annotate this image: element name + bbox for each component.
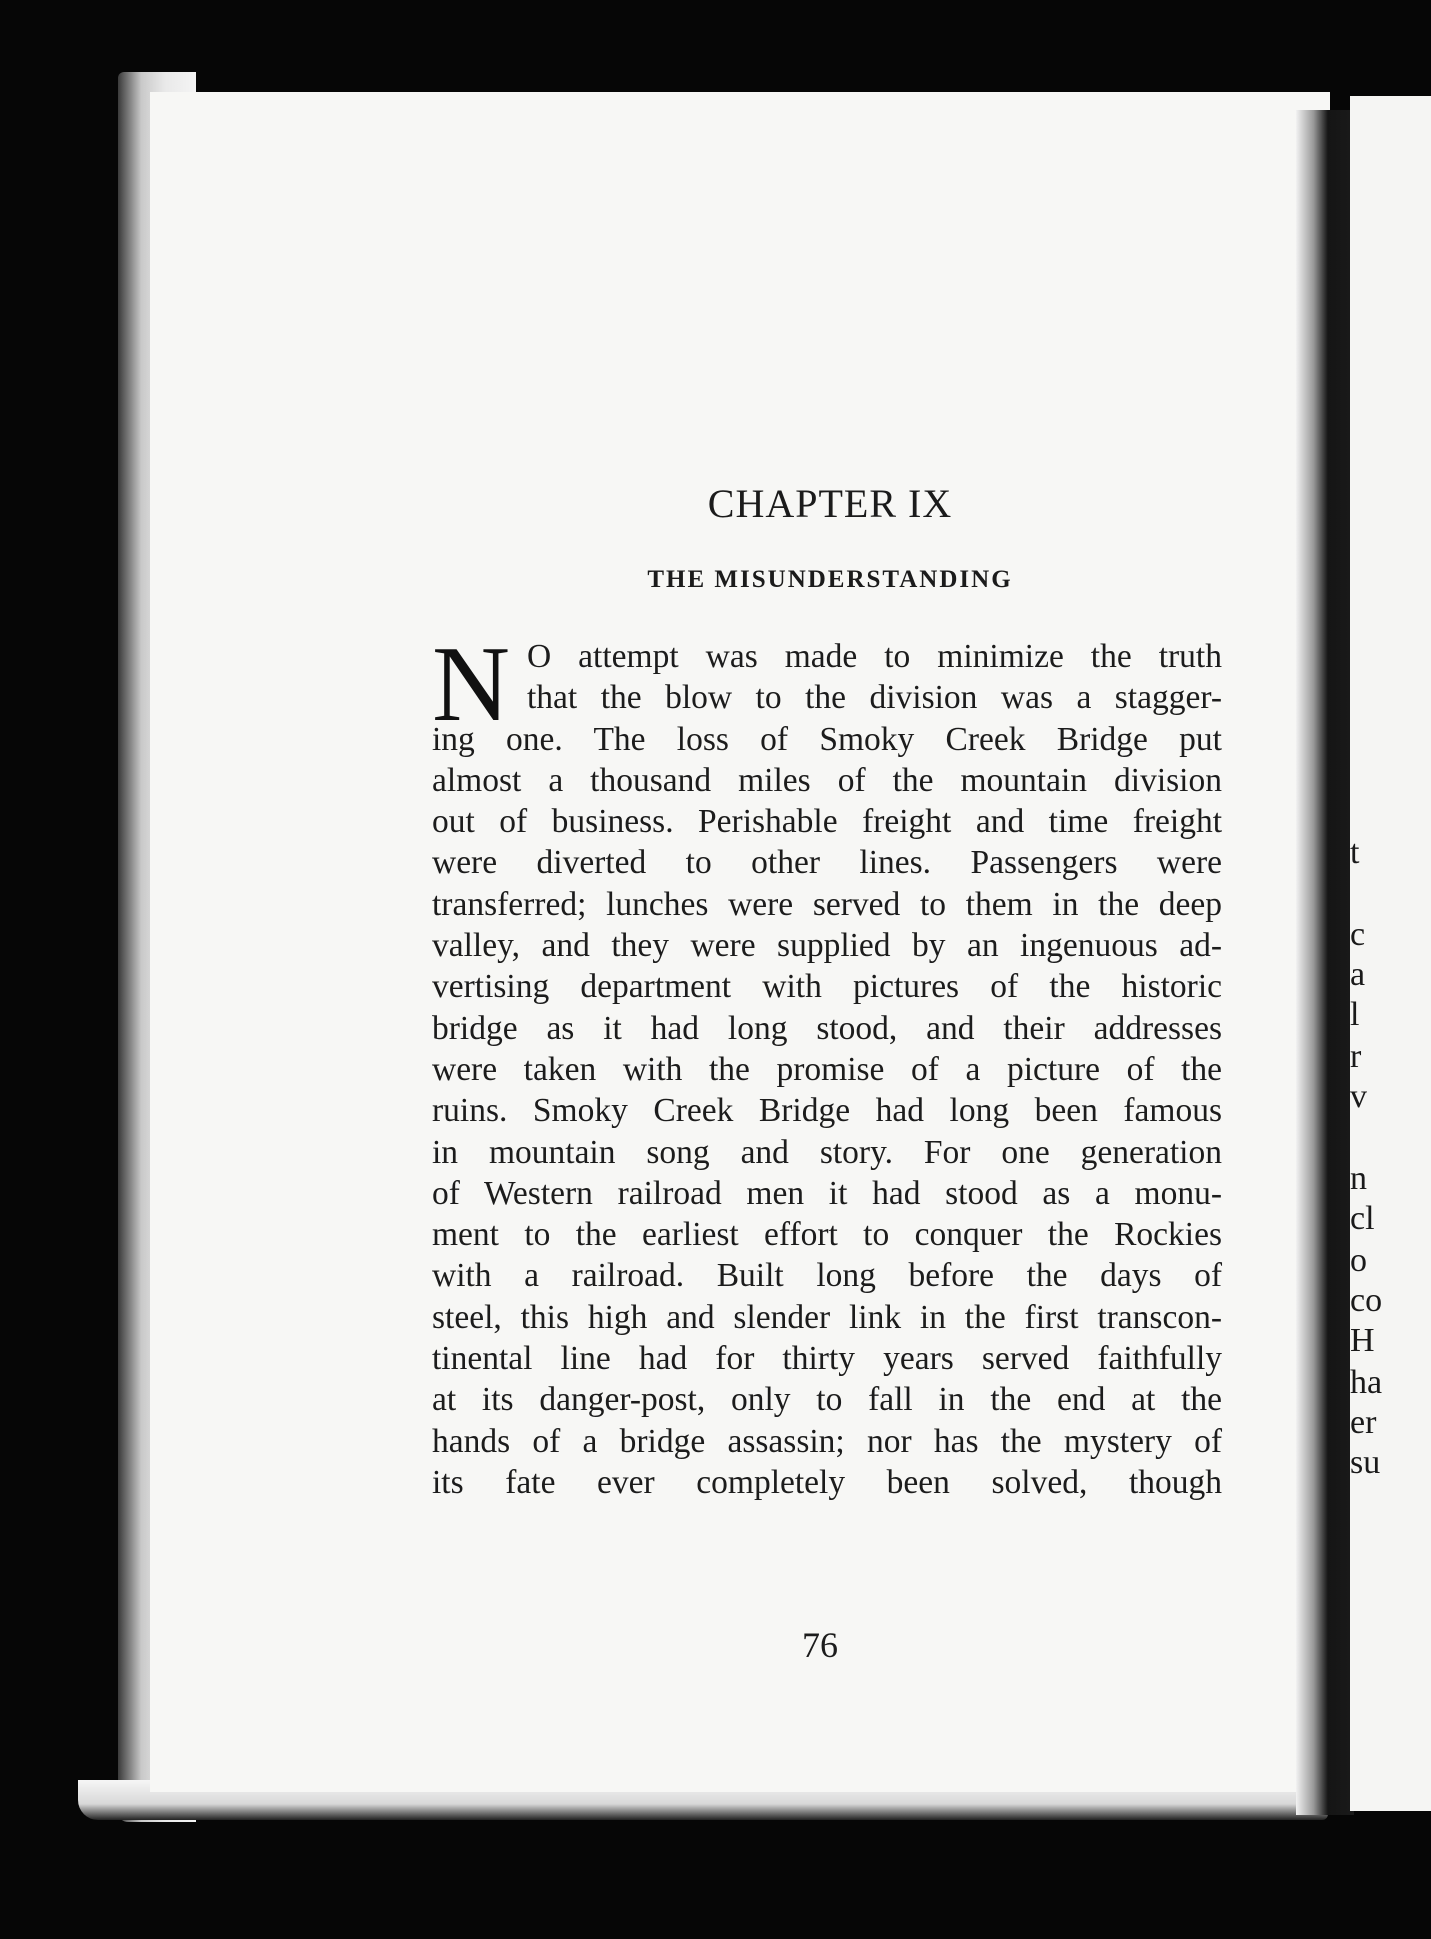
text-line: with a railroad. Built long before the days of — [432, 1257, 1222, 1295]
text-line: tinental line had for thirty years served faithfully — [432, 1340, 1222, 1378]
text-line: steel, this high and slender link in the first transcon- — [432, 1298, 1222, 1336]
body-paragraph — [432, 625, 1222, 1503]
facing-fragment: co — [1350, 1282, 1383, 1319]
text-line: O attempt was made to minimize the truth — [527, 638, 1222, 675]
facing-fragment: cl — [1350, 1200, 1375, 1237]
facing-page — [1350, 96, 1431, 1811]
text-line: ment to the earliest effort to conquer the Rockies — [432, 1216, 1222, 1254]
drop-cap: N — [432, 625, 510, 744]
facing-fragment: H — [1350, 1322, 1375, 1359]
text-line: its fate ever completely been solved, though — [432, 1463, 1222, 1501]
facing-fragment: r — [1350, 1038, 1362, 1075]
facing-fragment: v — [1350, 1078, 1367, 1115]
text-line: ing one. The loss of Smoky Creek Bridge put — [432, 720, 1222, 758]
facing-fragment: c — [1350, 916, 1366, 953]
text-line: were taken with the promise of a picture of the — [432, 1050, 1222, 1088]
text-line: of Western railroad men it had stood as a monu- — [432, 1174, 1222, 1212]
book-gutter — [1296, 110, 1354, 1815]
facing-fragment: n — [1350, 1160, 1367, 1197]
chapter-subtitle: THE MISUNDERSTANDING — [647, 566, 1013, 593]
facing-fragment: ha — [1350, 1364, 1383, 1401]
text-line: out of business. Perishable freight and time freight — [432, 803, 1222, 841]
chapter-title: CHAPTER IX — [707, 481, 953, 526]
facing-fragment: su — [1350, 1444, 1381, 1481]
text-line: transferred; lunches were served to them in the deep — [432, 885, 1222, 923]
text-line: valley, and they were supplied by an ingenuous ad- — [432, 927, 1222, 965]
text-line: vertising department with pictures of the historic — [432, 968, 1222, 1006]
text-line: that the blow to the division was a stagger- — [527, 679, 1222, 717]
facing-fragment: l — [1350, 996, 1360, 1033]
text-line: in mountain song and story. For one generation — [432, 1133, 1222, 1171]
text-line: ruins. Smoky Creek Bridge had long been famous — [432, 1092, 1222, 1130]
text-line: at its danger-post, only to fall in the end at the — [432, 1381, 1222, 1419]
text-line: almost a thousand miles of the mountain division — [432, 761, 1222, 799]
facing-fragment: a — [1350, 956, 1366, 993]
facing-fragment: er — [1350, 1404, 1377, 1441]
page-number: 76 — [802, 1625, 838, 1665]
text-line: hands of a bridge assassin; nor has the mystery of — [432, 1422, 1222, 1460]
facing-fragment: t — [1350, 834, 1360, 871]
facing-fragment: o — [1350, 1242, 1367, 1279]
text-line: were diverted to other lines. Passengers were — [432, 844, 1222, 882]
text-line: bridge as it had long stood, and their addresses — [432, 1009, 1222, 1047]
